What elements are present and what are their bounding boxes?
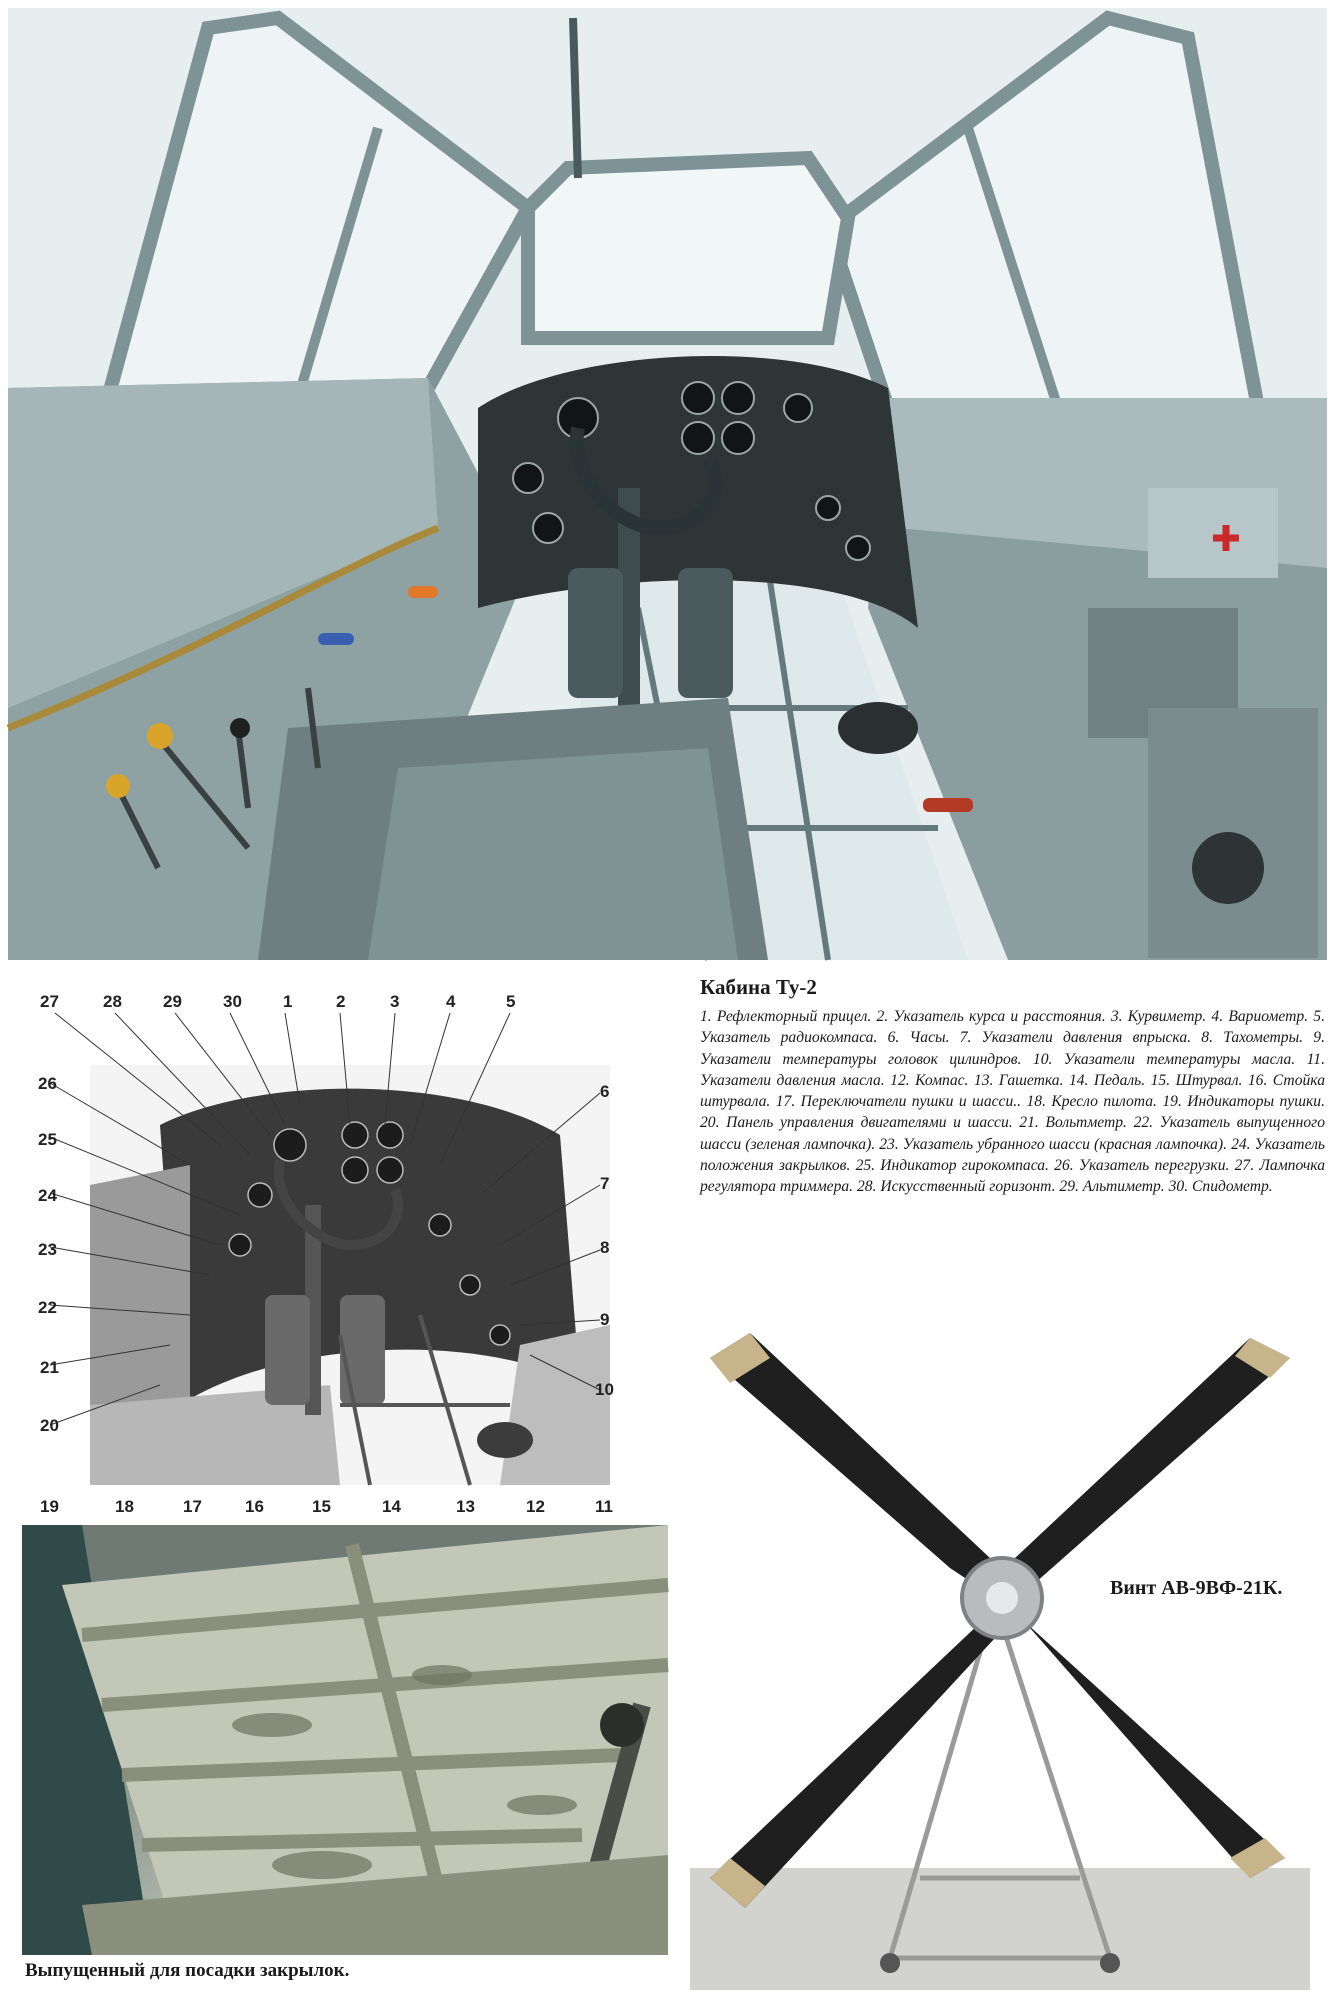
diagram-label-1: 1	[283, 992, 293, 1011]
diagram-label-29: 29	[163, 992, 182, 1011]
diagram-label-18: 18	[115, 1497, 134, 1516]
diagram-label-28: 28	[103, 992, 122, 1011]
diagram-label-7: 7	[600, 1174, 610, 1193]
diagram-label-15: 15	[312, 1497, 331, 1516]
cockpit-illustration	[8, 8, 1327, 960]
diagram-label-27: 27	[40, 992, 59, 1011]
diagram-label-23: 23	[38, 1240, 57, 1259]
diagram-label-26: 26	[38, 1074, 57, 1093]
diagram-label-5: 5	[506, 992, 516, 1011]
propeller-caption: Винт АВ-9ВФ-21К.	[1110, 1577, 1283, 1599]
diagram-label-16: 16	[245, 1497, 264, 1516]
diagram-label-2: 2	[336, 992, 346, 1011]
diagram-label-30: 30	[223, 992, 242, 1011]
diagram-label-20: 20	[40, 1416, 59, 1435]
diagram-label-13: 13	[456, 1497, 475, 1516]
diagram-label-24: 24	[38, 1186, 57, 1205]
flap-photo	[22, 1525, 668, 1955]
flap-caption: Выпущенный для посадки закрылок.	[25, 1960, 350, 1981]
diagram-label-11: 11	[595, 1497, 613, 1516]
diagram-label-17: 17	[183, 1497, 202, 1516]
propeller-photo	[690, 1318, 1310, 1990]
caption-title: Кабина Ту-2	[700, 975, 817, 999]
diagram-label-8: 8	[600, 1238, 610, 1257]
cockpit-callout-diagram	[40, 985, 640, 1525]
diagram-label-10: 10	[595, 1380, 614, 1399]
caption-legend-text: 1. Рефлекторный прицел. 2. Указатель курса и расстояния. 3. Курвиметр. 4. Вариометр. 5. Указатель радиокомпаса. 6. Часы. 7. Указатели давления впрыска. 8. Тахометры. 9. Указатели температуры головок цилиндров. 10. Указатели температуры масла. 11. Указатели давления масла. 12. Компас. 13. Гашетка. 14. Педаль. 15. Штурвал. 16. Стойка штурвала. 17. Переключатели пушки и шасси.. 18. Кресло пилота. 19. Индикаторы пушки. 20. Панель управления двигателями и шасси. 21. Вольтметр. 22. Указатель выпущенного шасси (зеленая лампочка). 23. Указатель убранного шасси (красная лампочка). 24. Указатель положения закрылков. 25. Индикатор гирокомпаса. 26. Указатель перегрузки. 27. Лампочка регулятора триммера. 28. Искусственный горизонт. 29. Альтиметр. 30. Спидометр.	[700, 1008, 1325, 1196]
diagram-label-12: 12	[526, 1497, 545, 1516]
diagram-label-4: 4	[446, 992, 456, 1011]
diagram-label-22: 22	[38, 1298, 57, 1317]
diagram-label-6: 6	[600, 1082, 610, 1101]
diagram-label-3: 3	[390, 992, 400, 1011]
diagram-label-9: 9	[600, 1310, 610, 1329]
diagram-label-14: 14	[382, 1497, 401, 1516]
diagram-label-25: 25	[38, 1130, 57, 1149]
diagram-label-19: 19	[40, 1497, 59, 1516]
diagram-label-21: 21	[40, 1358, 59, 1377]
cockpit-caption	[700, 975, 1325, 1198]
